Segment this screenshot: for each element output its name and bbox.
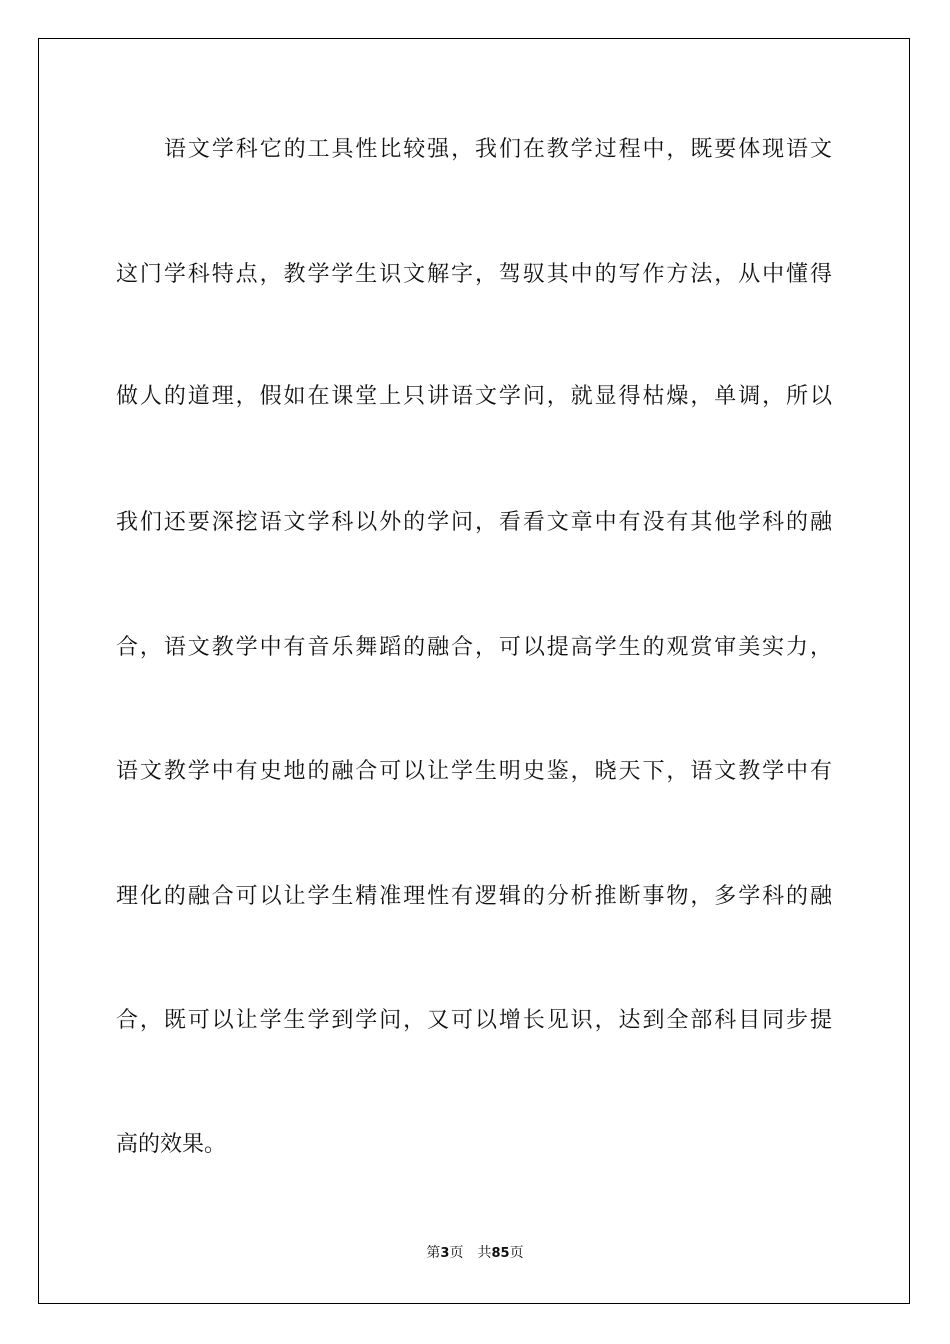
page-prefix: 第	[426, 1245, 441, 1261]
page-suffix: 页	[449, 1245, 464, 1261]
page-border	[38, 38, 910, 1304]
paragraph-line: 这门学科特点，教学学生识文解字，驾驭其中的写作方法，从中懂得	[116, 262, 832, 287]
paragraph-line: 高的效果。	[116, 1132, 227, 1157]
paragraph-line: 合，语文教学中有音乐舞蹈的融合，可以提高学生的观赏审美实力，	[116, 635, 832, 660]
paragraph-line: 语文学科它的工具性比较强，我们在教学过程中，既要体现语文	[164, 137, 832, 162]
paragraph-line: 合，既可以让学生学到学问，又可以增长见识，达到全部科目同步提	[116, 1008, 832, 1033]
paragraph-line: 理化的融合可以让学生精准理性有逻辑的分析推断事物，多学科的融	[116, 884, 832, 909]
paragraph-line: 做人的道理，假如在课堂上只讲语文学问，就显得枯燥，单调，所以	[116, 384, 832, 409]
total-prefix: 共	[477, 1245, 492, 1261]
paragraph-line: 我们还要深挖语文学科以外的学问，看看文章中有没有其他学科的融	[116, 510, 832, 535]
page-number: 3	[440, 1246, 450, 1261]
paragraph-line: 语文教学中有史地的融合可以让学生明史鉴，晓天下，语文教学中有	[116, 759, 832, 784]
total-pages: 85	[491, 1246, 510, 1261]
page-footer	[0, 1244, 950, 1263]
total-suffix: 页	[509, 1245, 524, 1261]
